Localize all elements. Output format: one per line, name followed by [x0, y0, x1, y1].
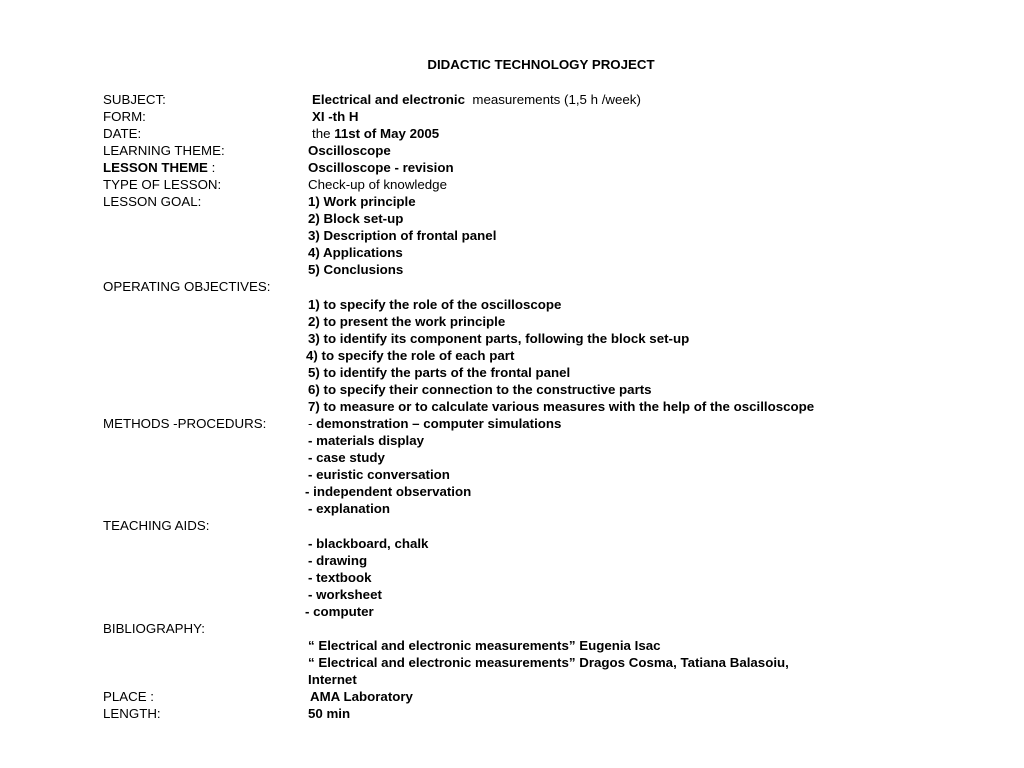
teaching-aid-row [0, 552, 1024, 569]
operating-objective-row [0, 347, 1024, 364]
subject-label: SUBJECT: [103, 92, 166, 107]
operating-objective-row [0, 398, 1024, 415]
length-label: LENGTH: [103, 706, 161, 721]
form-value: XI -th H [312, 109, 359, 124]
length-value: 50 min [308, 706, 351, 721]
methods-item [308, 415, 561, 432]
bibliography-entry-row [0, 671, 1024, 688]
bibliography-entry: “ Electrical and electronic measurements” Eugenia Isac [308, 638, 661, 653]
lesson-goal-item: 4) Applications [308, 245, 403, 260]
operating-objective-item: 6) to specify their connection to the constructive parts [308, 382, 652, 397]
teaching-aid-row [0, 535, 1024, 552]
methods-row [0, 415, 1024, 432]
lesson-goal-item: 1) Work principle [308, 194, 416, 209]
learning-theme-value: Oscilloscope [308, 143, 391, 158]
operating-objective-item: 4) to specify the role of each part [306, 348, 515, 363]
subject-value [312, 91, 641, 108]
operating-objectives-label: OPERATING OBJECTIVES: [103, 279, 271, 294]
operating-objective-item: 3) to identify its component parts, following the block set-up [308, 331, 690, 346]
bibliography-entry: “ Electrical and electronic measurements” Dragos Cosma, Tatiana Balasoiu, [308, 655, 789, 670]
date-value [312, 125, 439, 142]
operating-objective-row [0, 381, 1024, 398]
bibliography-row [0, 620, 1024, 637]
lesson-theme-label-bold: LESSON THEME [103, 160, 208, 175]
date-label: DATE: [103, 126, 142, 141]
teaching-aid-row [0, 569, 1024, 586]
teaching-aid-item: - drawing [308, 553, 368, 568]
bibliography-entry-row [0, 637, 1024, 654]
lesson-theme-label-rest: : [207, 160, 216, 175]
bibliography-label: BIBLIOGRAPHY: [103, 621, 205, 636]
teaching-aid-item: - worksheet [308, 587, 382, 602]
subject-value-bold: Electrical and electronic [312, 92, 465, 107]
learning-theme-row [0, 142, 1024, 159]
operating-objective-item: 2) to present the work principle [308, 314, 506, 329]
methods-row [0, 466, 1024, 483]
lesson-goal-row [0, 227, 1024, 244]
lesson-goal-row [0, 244, 1024, 261]
type-of-lesson-label: TYPE OF LESSON: [103, 177, 222, 192]
bibliography-entry: Internet [308, 672, 357, 687]
lesson-theme-row [0, 159, 1024, 176]
document-title: DIDACTIC TECHNOLOGY PROJECT [427, 57, 655, 72]
lesson-goal-item: 2) Block set-up [308, 211, 404, 226]
methods-label: METHODS -PROCEDURS: [103, 416, 267, 431]
methods-first-value: demonstration – computer simulations [316, 416, 562, 431]
methods-item: - case study [308, 450, 385, 465]
operating-objective-row [0, 330, 1024, 347]
operating-objectives-row [0, 278, 1024, 295]
operating-objective-row [0, 364, 1024, 381]
form-label: FORM: [103, 109, 146, 124]
operating-objective-item: 5) to identify the parts of the frontal panel [308, 365, 571, 380]
date-value-bold: 11st of May 2005 [334, 126, 440, 141]
methods-item: - independent observation [305, 484, 472, 499]
subject-value-normal: measurements (1,5 h /week) [472, 92, 641, 107]
operating-objective-row [0, 296, 1024, 313]
subject-row [0, 91, 1024, 108]
date-prefix: the [312, 126, 331, 141]
methods-row [0, 483, 1024, 500]
learning-theme-label: LEARNING THEME: [103, 143, 225, 158]
methods-row [0, 500, 1024, 517]
date-row [0, 125, 1024, 142]
lesson-goal-label: LESSON GOAL: [103, 194, 202, 209]
place-row [0, 688, 1024, 705]
place-value: AMA Laboratory [310, 689, 413, 704]
teaching-aid-item: - computer [305, 604, 374, 619]
teaching-aid-row [0, 586, 1024, 603]
methods-first-dash: - [308, 416, 317, 431]
methods-item: - explanation [308, 501, 391, 516]
operating-objective-row [0, 313, 1024, 330]
teaching-aid-item: - textbook [308, 570, 372, 585]
teaching-aid-row [0, 603, 1024, 620]
operating-objective-item: 7) to measure or to calculate various measures with the help of the oscilloscope [308, 399, 815, 414]
methods-row [0, 449, 1024, 466]
length-row [0, 705, 1024, 722]
type-of-lesson-value: Check-up of knowledge [308, 177, 447, 192]
teaching-aid-item: - blackboard, chalk [308, 536, 429, 551]
methods-row [0, 432, 1024, 449]
lesson-goal-row [0, 193, 1024, 210]
methods-item: - materials display [308, 433, 425, 448]
bibliography-entry-row [0, 654, 1024, 671]
operating-objective-item: 1) to specify the role of the oscilloscope [308, 297, 562, 312]
form-row [0, 108, 1024, 125]
teaching-aids-row [0, 517, 1024, 534]
methods-item: - euristic conversation [308, 467, 450, 482]
teaching-aids-label: TEACHING AIDS: [103, 518, 210, 533]
lesson-goal-row [0, 210, 1024, 227]
lesson-goal-row [0, 261, 1024, 278]
lesson-theme-label [103, 159, 215, 176]
lesson-theme-value: Oscilloscope - revision [308, 160, 454, 175]
lesson-goal-item: 3) Description of frontal panel [308, 228, 497, 243]
place-label: PLACE : [103, 689, 154, 704]
type-of-lesson-row [0, 176, 1024, 193]
lesson-goal-item: 5) Conclusions [308, 262, 404, 277]
